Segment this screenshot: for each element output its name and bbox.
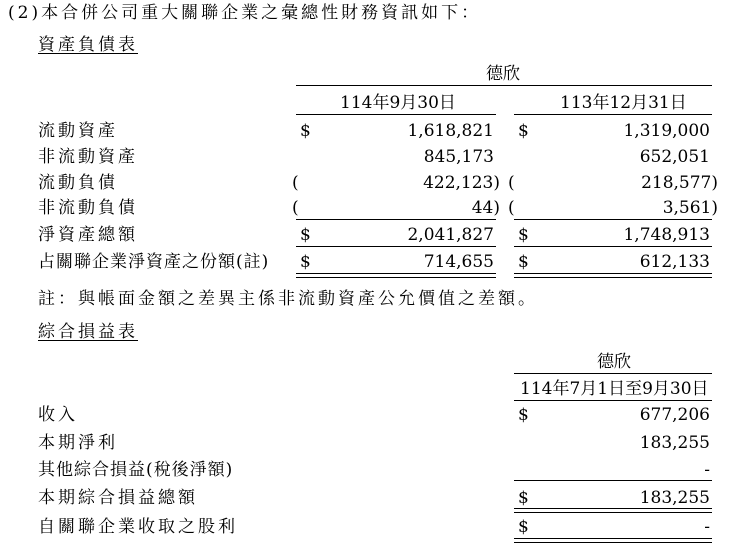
currency-symbol: $ [300,252,311,272]
double-underline-2 [514,273,712,278]
balance-sheet-unit: 德欣 [486,64,520,84]
row-label: 流動資產 [38,121,118,141]
income-statement-title: 綜合損益表 [38,322,138,342]
income-unit-underline [514,373,712,374]
column-header-2024-12-31: 113年12月31日 [560,93,687,113]
double-underline-1 [296,273,496,278]
income-subtotal-underline [514,480,712,481]
cell-value: - [704,517,710,537]
income-statement-unit: 德欣 [597,352,631,372]
row-label: 本期淨利 [38,433,118,453]
currency-symbol: $ [518,517,529,537]
cell-value: 612,133 [639,252,710,272]
cell-value: 714,655 [423,252,494,272]
row-label: 非流動負債 [38,198,138,218]
total-underline-1 [296,246,496,247]
row-label: 淨資產總額 [38,225,138,245]
cell-value: 183,255 [639,433,710,453]
paren-open: ( [508,198,515,218]
cell-value: 183,255 [639,488,710,508]
row-label: 占關聯企業淨資產之份額(註) [38,252,270,272]
footnote: 註：與帳面金額之差異主係非流動資產公允價值之差額。 [38,289,538,309]
row-label: 非流動資產 [38,147,138,167]
currency-symbol: $ [300,121,311,141]
cell-value: 652,051 [639,147,710,167]
period-header-underline [514,400,712,401]
currency-symbol: $ [518,488,529,508]
balance-sheet-title: 資產負債表 [38,35,138,55]
cell-value: 2,041,827 [407,225,494,245]
currency-symbol: $ [518,405,529,425]
column-header-2025-09-30: 114年9月30日 [340,93,456,113]
cell-value: 218,577) [641,173,718,193]
row-label: 流動負債 [38,173,118,193]
cell-value: - [704,460,710,480]
row-label: 自關聯企業收取之股利 [38,517,238,537]
column-header-underline-2 [514,114,712,115]
unit-underline [296,85,712,86]
cell-value: 677,206 [639,405,710,425]
income-total-double-underline [514,508,712,513]
cell-value: 1,319,000 [623,121,710,141]
paren-open: ( [292,173,299,193]
row-label: 其他綜合損益(稅後淨額) [38,460,234,480]
row-label: 收入 [38,405,78,425]
cell-value: 422,123) [423,173,500,193]
paren-open: ( [292,198,299,218]
period-header: 114年7月1日至9月30日 [520,379,709,399]
cell-value: 3,561) [662,198,718,218]
cell-value: 44) [471,198,500,218]
currency-symbol: $ [518,252,529,272]
section-heading: (2)本合併公司重大關聯企業之彙總性財務資訊如下： [8,3,482,23]
cell-value: 1,748,913 [623,225,710,245]
currency-symbol: $ [518,225,529,245]
currency-symbol: $ [518,121,529,141]
dividend-double-underline [514,538,712,543]
cell-value: 845,173 [423,147,494,167]
currency-symbol: $ [300,225,311,245]
row-label: 本期綜合損益總額 [38,488,198,508]
subtotal-underline-1 [296,219,496,220]
subtotal-underline-2 [514,219,712,220]
total-underline-2 [514,246,712,247]
cell-value: 1,618,821 [407,121,494,141]
column-header-underline-1 [296,114,496,115]
paren-open: ( [508,173,515,193]
